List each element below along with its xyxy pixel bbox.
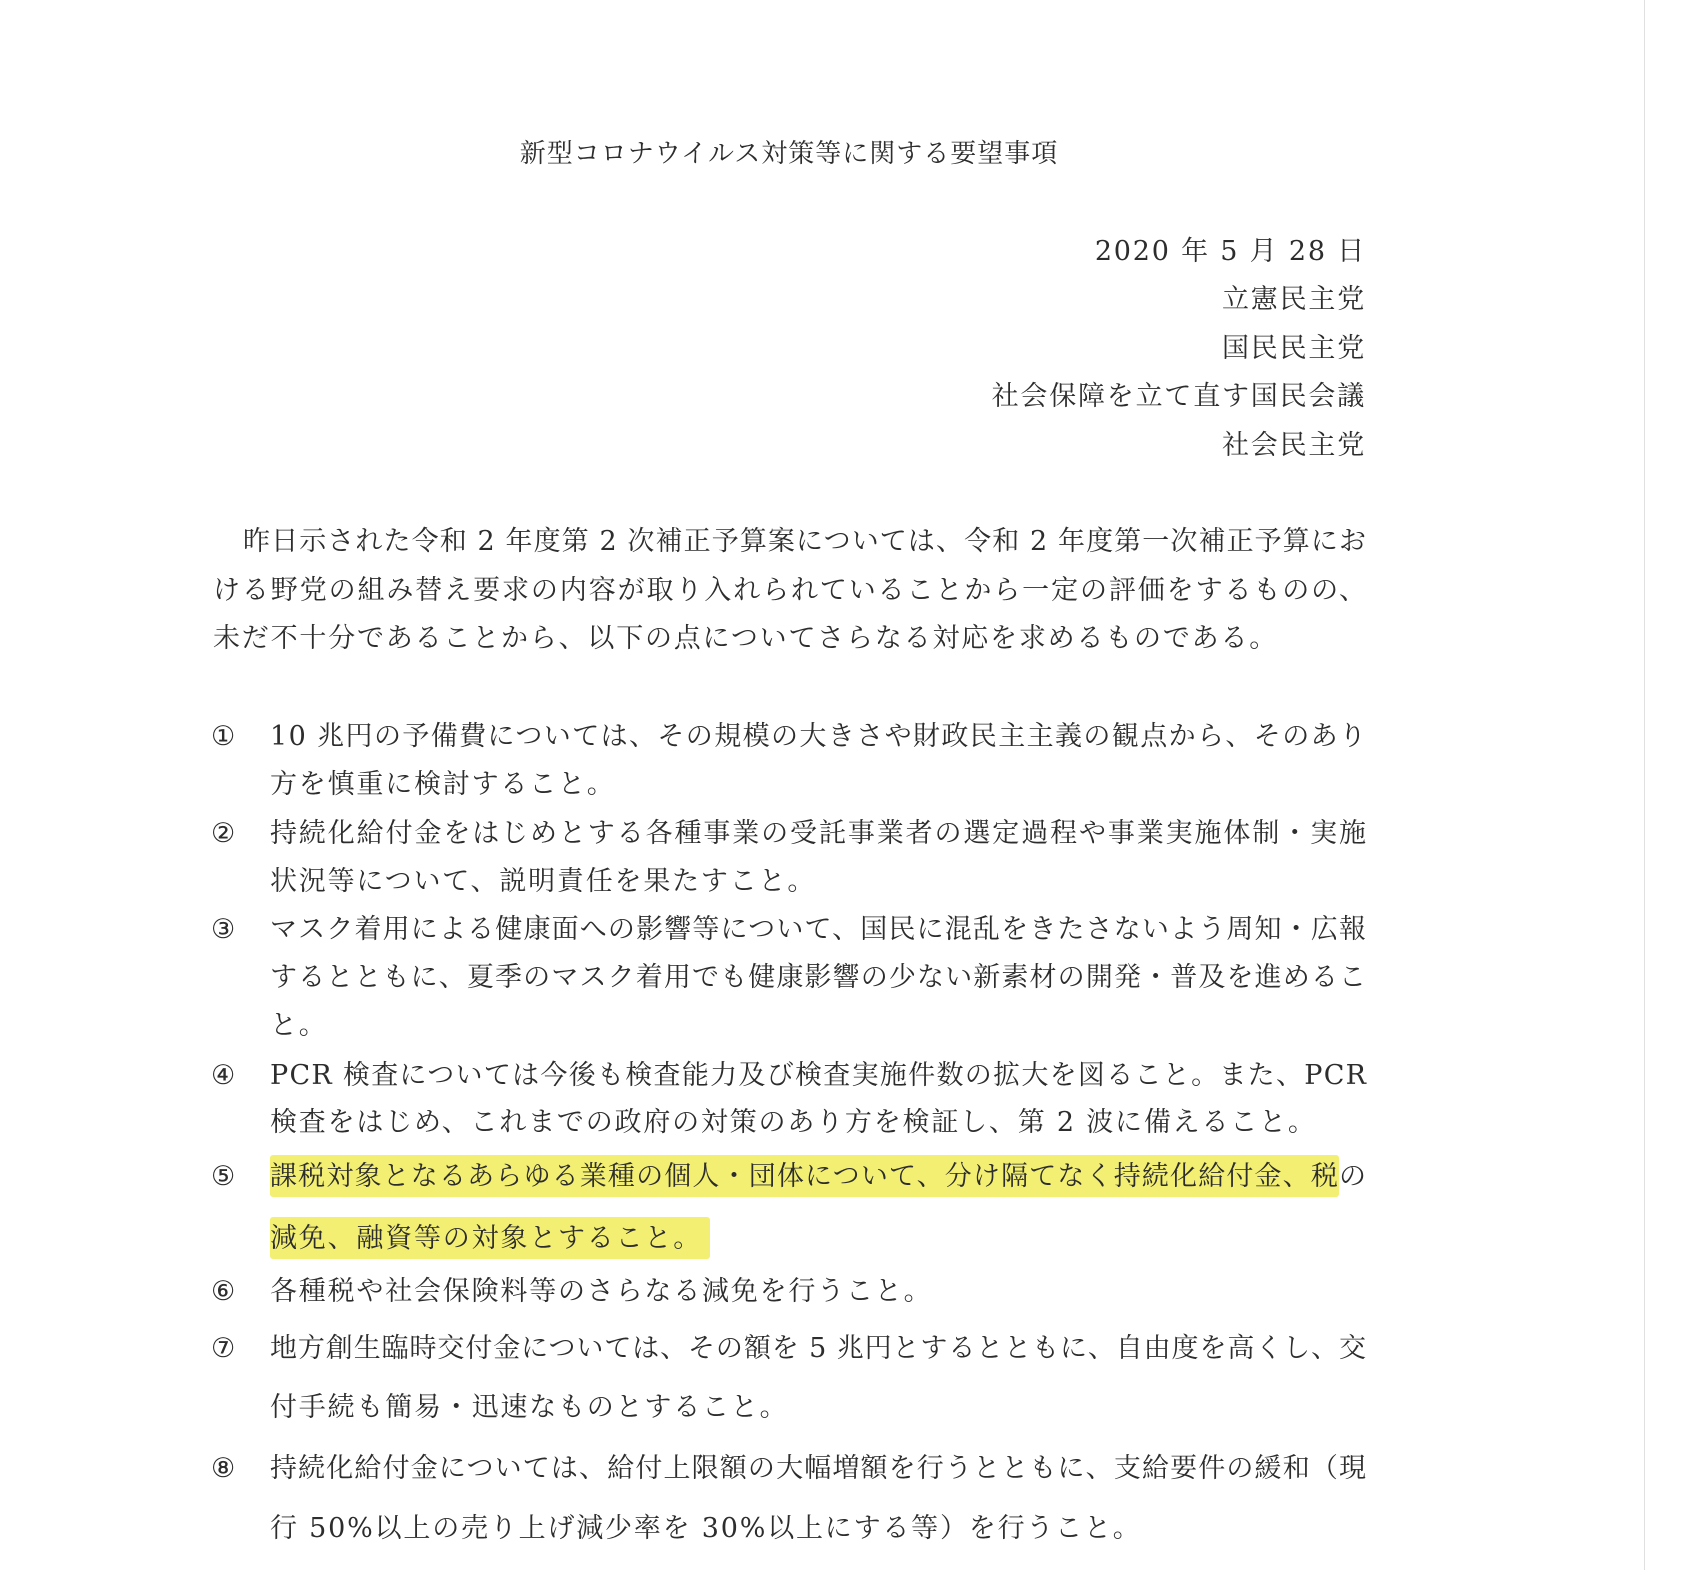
item-marker: ⑧: [211, 1453, 236, 1484]
item-line: 各種税や社会保険料等のさらなる減免を行うこと。: [270, 1276, 933, 1307]
item-line: マスク着用による健康面への影響等について、国民に混乱をきたさないよう周知・広報: [270, 914, 1368, 945]
item-line: するとともに、夏季のマスク着用でも健康影響の少ない新素材の開発・普及を進めるこ: [270, 962, 1368, 993]
item-line-highlighted: [270, 1159, 1366, 1195]
intro-line: 昨日示された令和 2 年度第 2 次補正予算案については、令和 2 年度第一次補正予算にお: [243, 526, 1368, 557]
scan-page-edge: [1644, 0, 1645, 1570]
intro-line: ける野党の組み替え要求の内容が取り入れられていることから一定の評価をするものの、: [213, 575, 1368, 606]
item-line: 状況等について、説明責任を果たすこと。: [270, 866, 817, 897]
highlighter-mark: 課税対象となるあらゆる業種の個人・団体について、分け隔てなく持続化給付金、税: [270, 1155, 1339, 1197]
item-marker: ⑤: [211, 1161, 236, 1192]
signatory: 社会保障を立て直す国民会議: [991, 381, 1366, 412]
item-line-highlighted: [270, 1221, 710, 1257]
item-line: 付手続も簡易・迅速なものとすること。: [270, 1392, 789, 1423]
signatory: 社会民主党: [1222, 430, 1366, 461]
intro-line: 未だ不十分であることから、以下の点についてさらなる対応を求めるものである。: [213, 623, 1279, 654]
signatory: 国民民主党: [1222, 333, 1366, 364]
item-line: 10 兆円の予備費については、その規模の大きさや財政民主主義の観点から、そのあり: [270, 721, 1368, 752]
item-line: 持続化給付金については、給付上限額の大幅増額を行うとともに、支給要件の緩和（現: [270, 1453, 1368, 1484]
document-title: 新型コロナウイルス対策等に関する要望事項: [519, 139, 1059, 169]
item-line: 行 50%以上の売り上げ減少率を 30%以上にする等）を行うこと。: [270, 1513, 1142, 1544]
item-marker: ④: [211, 1060, 236, 1091]
item-marker: ②: [211, 818, 236, 849]
item-marker: ⑥: [211, 1276, 236, 1307]
signatory: 立憲民主党: [1222, 284, 1366, 315]
item-marker: ③: [211, 914, 236, 945]
document-date: 2020 年 5 月 28 日: [1094, 236, 1366, 267]
item-line: と。: [270, 1010, 328, 1041]
item-line: 地方創生臨時交付金については、その額を 5 兆円とするとともに、自由度を高くし、交: [270, 1333, 1367, 1364]
item-marker: ①: [211, 721, 236, 752]
item-marker: ⑦: [211, 1333, 236, 1364]
item-line: 検査をはじめ、これまでの政府の対策のあり方を検証し、第 2 波に備えること。: [270, 1107, 1317, 1138]
item-line: PCR 検査については今後も検査能力及び検査実施件数の拡大を図ること。また、PCR: [270, 1060, 1368, 1091]
highlighter-mark: 減免、融資等の対象とすること。: [270, 1217, 710, 1259]
item-line: 方を慎重に検討すること。: [270, 769, 616, 800]
item-line-tail: の: [1339, 1161, 1368, 1192]
item-line: 持続化給付金をはじめとする各種事業の受託事業者の選定過程や事業実施体制・実施: [270, 818, 1368, 849]
